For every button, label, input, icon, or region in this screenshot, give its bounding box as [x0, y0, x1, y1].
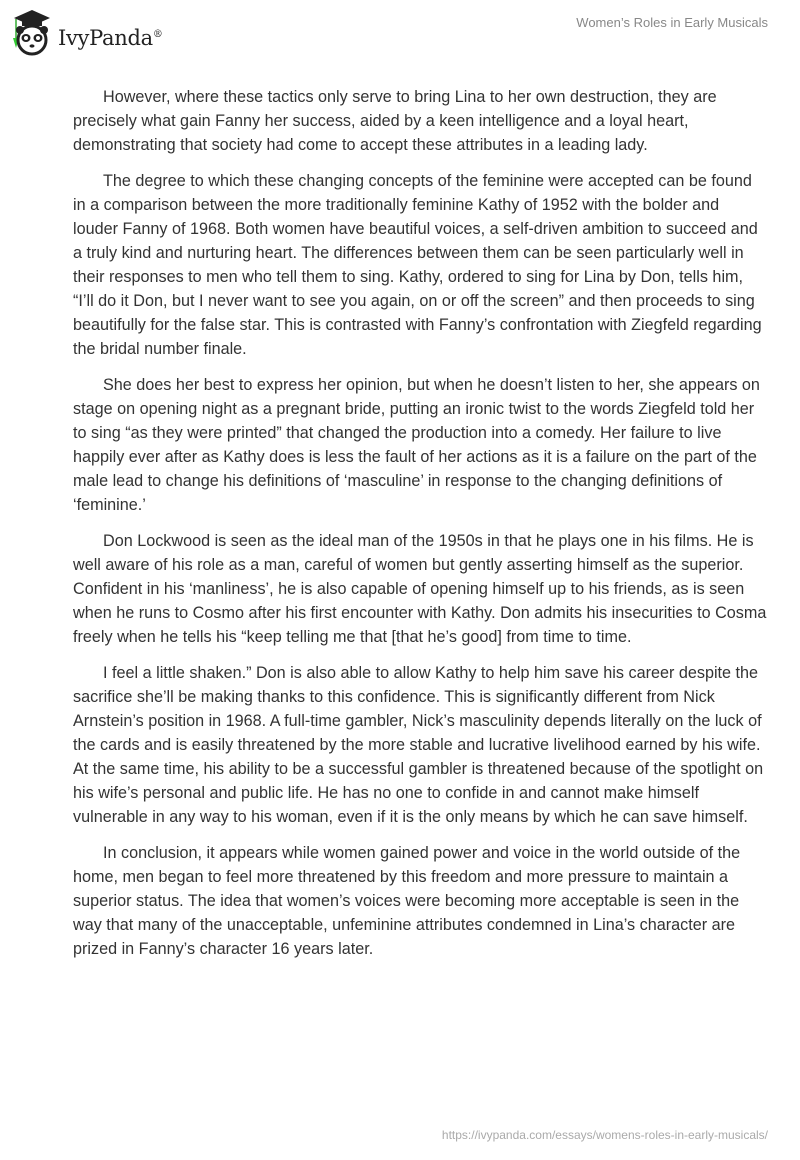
logo-text: IvyPanda [58, 25, 153, 50]
paragraph: I feel a little shaken.” Don is also able to allow Kathy to help him save his career despite the sacrifice she’ll be making thanks to this confidence. This is significantly different from Nick Arnstein’s position in 1968. A full-time gambler, Nick’s masculinity depends literally on the luck of the cards and is easily threatened by the more stable and lucrative livelihood earned by his wife. At the same time, his ability to be a successful gambler is threatened because of the spotlight on his wife’s personal and public life. He has no one to confide in and cannot make himself vulnerable in any way to his woman, even if it is the only means by which he can save himself. [73, 664, 764, 826]
paragraph: Don Lockwood is seen as the ideal man of the 1950s in that he plays one in his films. He is well aware of his role as a man, careful of women but gently asserting himself as the superior. Confident in his ‘manliness’, he is also capable of opening himself up to his friends, as is seen when he runs to Cosmo after his first encounter with Kathy. Don admits his insecurities to Cosma freely when he tells his “keep telling me that [that he’s good] from time to time. [73, 532, 767, 646]
panda-graduate-icon [12, 8, 52, 61]
paragraph: The degree to which these changing concepts of the feminine were accepted can be found in a comparison between the more traditionally feminine Kathy of 1952 with the bolder and louder Fanny of 1968. Both women have beautiful voices, a self-driven ambition to succeed and a truly kind and nurturing heart. The differences between them can be seen particularly well in their responses to men who tell them to sing. Kathy, ordered to sing for Lina by Don, tells him, “I’ll do it Don, but I never want to see you again, on or off the screen” and then proceeds to sing beautifully for the false star. This is contrasted with Fanny’s confrontation with Ziegfeld regarding the bridal number finale. [73, 172, 762, 358]
registered-mark: ® [152, 28, 163, 40]
document-title: Women’s Roles in Early Musicals [576, 15, 768, 30]
ivypanda-logo[interactable] [12, 8, 163, 61]
paragraph: In conclusion, it appears while women gained power and voice in the world outside of the home, men began to feel more threatened by this freedom and more pressure to maintain a superior status. The idea that women’s voices were becoming more acceptable is seen in the way that many of the unacceptable, unfeminine attributes condemned in Lina’s character are prized in Fanny’s character 16 years later. [73, 844, 741, 958]
source-url[interactable]: https://ivypanda.com/essays/womens-roles-in-early-musicals/ [441, 1128, 768, 1142]
paragraph: She does her best to express her opinion, but when he doesn’t listen to her, she appears on stage on opening night as a pregnant bride, putting an ironic twist to the words Ziegfeld told her to sing “as they were printed” that changed the production into a comedy. Her failure to live happily ever after as Kathy does is less the fault of her actions as it is a failure on the part of the male lead to change his definitions of ‘masculine’ in response to the changing definitions of ‘feminine.’ [73, 376, 760, 514]
paragraph: However, where these tactics only serve to bring Lina to her own destruction, they are precisely what gain Fanny her success, aided by a keen intelligence and a loyal heart, demonstrating that society had come to accept these attributes in a leading lady. [73, 88, 717, 154]
essay-body [73, 85, 767, 973]
